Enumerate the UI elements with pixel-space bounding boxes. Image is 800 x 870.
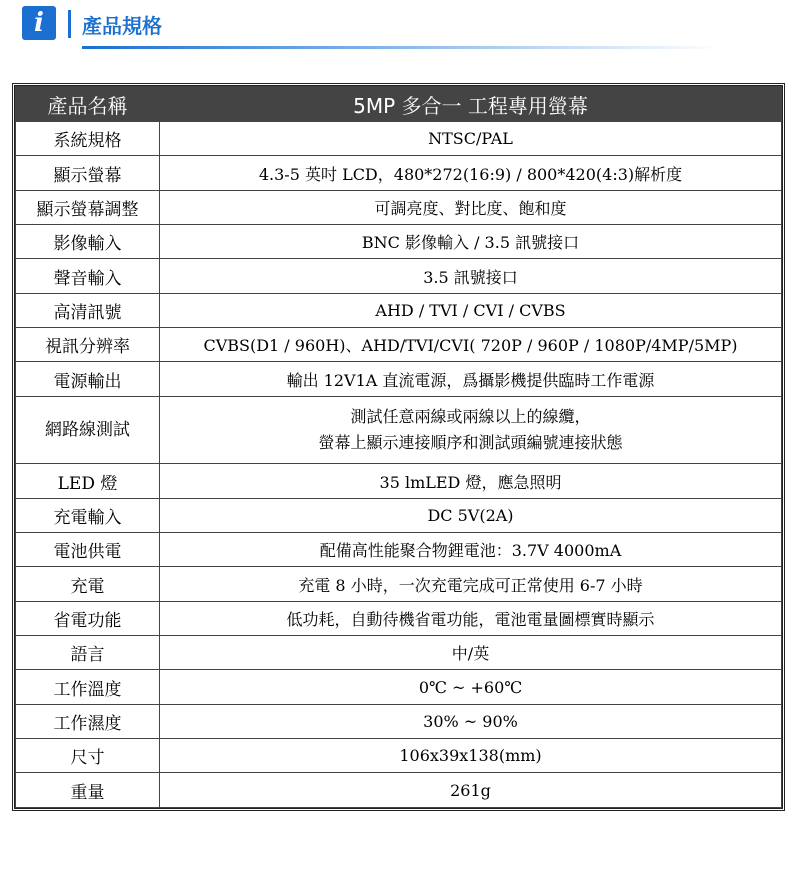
table-row [16, 362, 782, 396]
row-label: 尺寸 [16, 739, 160, 773]
row-label: 充電 [16, 567, 160, 601]
section-title: 產品規格 [82, 14, 162, 38]
row-label: 顯示螢幕調整 [16, 190, 160, 224]
row-label: 語言 [16, 636, 160, 670]
row-value: 30% ~ 90% [160, 704, 782, 738]
table-row [16, 328, 782, 362]
row-label: 顯示螢幕 [16, 156, 160, 190]
table-row [16, 122, 782, 156]
row-value: CVBS(D1 / 960H)、AHD/TVI/CVI( 720P / 960P / 1080P/4MP/5MP) [160, 328, 782, 362]
table-row [16, 464, 782, 498]
info-icon: i [22, 6, 56, 40]
table-row [16, 739, 782, 773]
section-header [22, 6, 782, 42]
header-label-cell: 產品名稱 [16, 87, 160, 122]
row-value-line-2: 螢幕上顯示連接順序和測試頭編號連接狀態 [318, 433, 623, 453]
row-value: 可調亮度、對比度、飽和度 [160, 190, 782, 224]
row-label: 高清訊號 [16, 293, 160, 327]
row-value: BNC 影像輸入 / 3.5 訊號接口 [160, 225, 782, 259]
row-value: 中/英 [160, 636, 782, 670]
row-value: NTSC/PAL [160, 122, 782, 156]
row-label: 系統規格 [16, 122, 160, 156]
row-value: 0℃ ~ +60℃ [160, 670, 782, 704]
row-value: 4.3-5 英吋 LCD，480*272(16:9) / 800*420(4:3)解析度 [160, 156, 782, 190]
table-row [16, 670, 782, 704]
row-value: DC 5V(2A) [160, 498, 782, 532]
row-label: 聲音輸入 [16, 259, 160, 293]
table-row [16, 636, 782, 670]
row-value: 35 lmLED 燈，應急照明 [160, 464, 782, 498]
table-row [16, 773, 782, 808]
row-label: 工作溫度 [16, 670, 160, 704]
table-header-row [16, 87, 782, 122]
row-label: 網路線測試 [16, 396, 160, 464]
row-label: 充電輸入 [16, 498, 160, 532]
row-value: 261g [160, 773, 782, 808]
table-row [16, 156, 782, 190]
header-divider [68, 10, 71, 38]
row-label: 省電功能 [16, 601, 160, 635]
row-value: 充電 8 小時，一次充電完成可正常使用 6-7 小時 [160, 567, 782, 601]
header-value-cell: 5MP 多合一 工程專用螢幕 [160, 87, 782, 122]
table-row [16, 293, 782, 327]
row-value: 低功耗，自動待機省電功能，電池電量圖標實時顯示 [160, 601, 782, 635]
row-label: 工作濕度 [16, 704, 160, 738]
table-row [16, 225, 782, 259]
row-value-line-1: 測試任意兩線或兩線以上的線纜， [350, 407, 591, 427]
row-value: 配備高性能聚合物鋰電池：3.7V 4000mA [160, 533, 782, 567]
table-row [16, 533, 782, 567]
table-row [16, 567, 782, 601]
table-row [16, 396, 782, 464]
table-row [16, 190, 782, 224]
table-row [16, 601, 782, 635]
row-value-multiline [160, 396, 782, 464]
row-value: 3.5 訊號接口 [160, 259, 782, 293]
spec-table [12, 83, 785, 811]
table-row [16, 498, 782, 532]
row-label: 影像輸入 [16, 225, 160, 259]
header-underline [82, 46, 722, 49]
row-label: LED 燈 [16, 464, 160, 498]
row-value: 輸出 12V1A 直流電源，爲攝影機提供臨時工作電源 [160, 362, 782, 396]
row-value: 106x39x138(mm) [160, 739, 782, 773]
row-label: 電池供電 [16, 533, 160, 567]
row-label: 重量 [16, 773, 160, 808]
table-row [16, 704, 782, 738]
row-label: 電源輸出 [16, 362, 160, 396]
row-label: 視訊分辨率 [16, 328, 160, 362]
row-value: AHD / TVI / CVI / CVBS [160, 293, 782, 327]
table-row [16, 259, 782, 293]
